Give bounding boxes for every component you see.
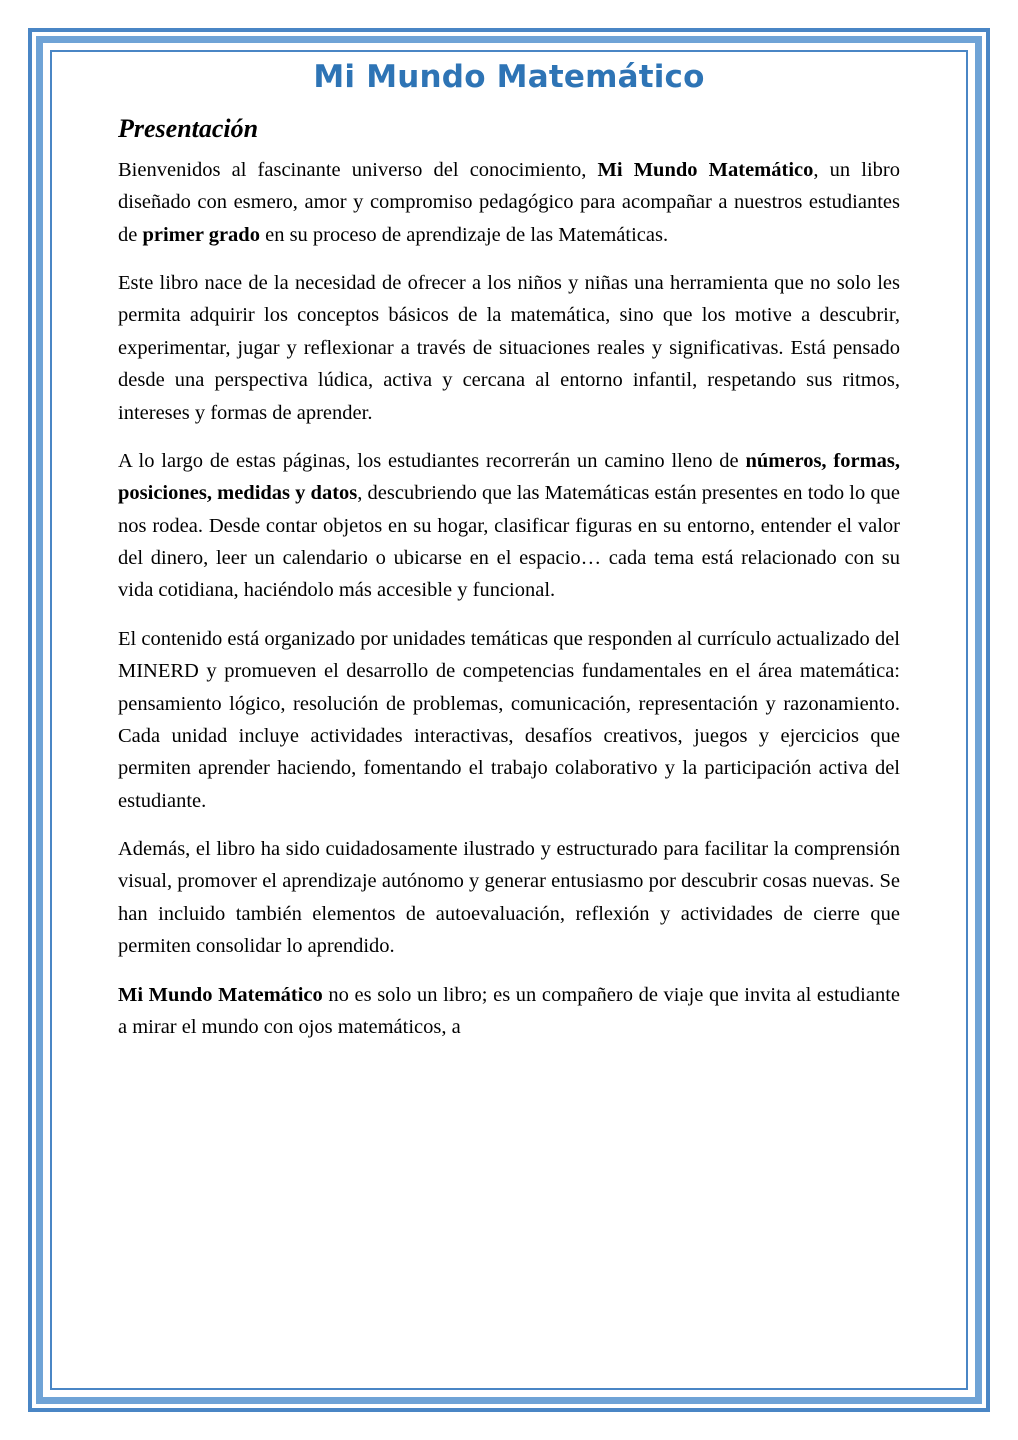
bold-run: Mi Mundo Matemático xyxy=(597,158,814,181)
text-run: Bienvenidos al fascinante universo del conocimiento, xyxy=(118,158,598,181)
text-run: Este libro nace de la necesidad de ofrecer a los niños y niñas una herramienta que no solo les permita adquirir los conceptos básicos de la matemática, sino que los motive a descubrir, experimentar, jugar y reflexionar a través de situaciones reales y significativas. Está pensado desde una perspectiva lúdica, activa y cercana al entorno infantil, respetando sus ritmos, intereses y formas de aprender. xyxy=(118,272,900,424)
paragraph xyxy=(118,979,900,1044)
page-content xyxy=(118,58,900,1043)
bold-run: números, formas, posiciones, medidas y datos xyxy=(118,449,900,505)
page-title: Mi Mundo Matemático xyxy=(313,59,705,95)
paragraph xyxy=(118,833,900,963)
paragraph xyxy=(118,623,900,817)
text-run: El contenido está organizado por unidades temáticas que responden al currículo actualizado del MINERD y promueven el desarrollo de competencias fundamentales en el área matemática: pensamiento lógico, resolución de problemas, comunicación, representación y razonamiento. Cada unidad incluye actividades interactivas, desafíos creativos, juegos y ejercicios que permiten aprender haciendo, fomentando el trabajo colaborativo y la participación activa del estudiante. xyxy=(118,627,900,812)
text-run: no es solo un libro; es un compañero de viaje que invita al estudiante a mirar el mundo con ojos matemáticos, a xyxy=(118,983,901,1038)
paragraph xyxy=(118,445,900,607)
section-heading-presentacion: Presentación xyxy=(118,113,259,143)
text-run: Además, el libro ha sido cuidadosamente ilustrado y estructurado para facilitar la comprensión visual, promover el aprendizaje autónomo y generar entusiasmo por descubrir cosas nuevas. Se han incluido también elementos de autoevaluación, reflexión y actividades de cierre que permiten consolidar lo aprendido. xyxy=(118,838,900,958)
paragraph xyxy=(118,154,900,251)
text-run: A lo largo de estas páginas, los estudiantes recorrerán un camino lleno de xyxy=(118,449,746,472)
body-paragraphs xyxy=(118,154,900,1043)
text-run: , descubriendo que las Matemáticas están presentes en todo lo que nos rodea. Desde contar objetos en su hogar, clasificar figuras en su entorno, entender el valor del dinero, leer un calendario o ubicarse en el espacio… cada tema está relacionado con su vida cotidiana, haciéndolo más accesible y funcional. xyxy=(118,482,900,602)
text-run: , un libro diseñado con esmero, amor y compromiso pedagógico para acompañar a nuestros estudiantes de xyxy=(118,158,900,246)
paragraph xyxy=(118,267,900,429)
text-run: en su proceso de aprendizaje de las Matemáticas. xyxy=(259,223,669,246)
bold-run: primer grado xyxy=(142,223,260,246)
bold-run: Mi Mundo Matemático xyxy=(118,983,323,1006)
